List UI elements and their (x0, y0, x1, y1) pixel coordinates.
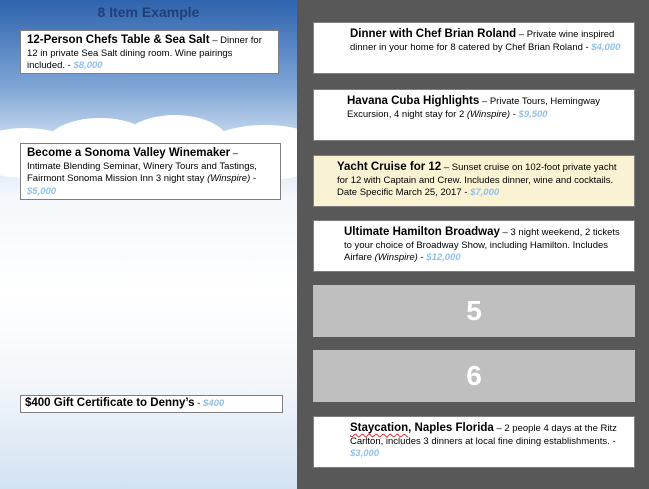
item-description: Private Tours, Hemingway Excursion, 4 night stay for 2 (347, 96, 601, 120)
left-panel (0, 0, 297, 489)
item-name (350, 422, 494, 434)
item-name: Dinner with Chef Brian Roland (350, 28, 517, 40)
item-price: $5,000 (27, 185, 57, 197)
placeholder-slot-5[interactable] (313, 285, 635, 337)
item-tag: (Winspire) (466, 108, 511, 120)
item-name: Havana Cuba Highlights (347, 95, 480, 107)
item-name: 12-Person Chefs Table & Sea Salt (27, 34, 210, 46)
item-description: 2 people 4 days at the Ritz Carlton, includes 3 dinners at local fine dining establishments. (350, 423, 617, 447)
slot-number: 5 (466, 295, 482, 326)
item-price: $4,000 (591, 41, 621, 53)
page-title: 8 Item Example (97, 4, 200, 20)
item-price: $12,000 (426, 252, 461, 263)
item-name-part: Staycation (350, 422, 409, 434)
item-price: $9,500 (518, 108, 548, 120)
item-description: Intimate Blending Seminar, Winery Tours and Tastings, Fairmont Sonoma Mission Inn 3 night stay (27, 160, 257, 184)
item-description: Private wine inspired dinner in your home for 8 catered by Chef Brian Roland (350, 29, 615, 53)
item-name: $400 Gift Certificate to Denny’s (25, 397, 195, 409)
placeholder-slot-6[interactable] (313, 350, 635, 402)
item-tag: (Winspire) (374, 252, 418, 263)
item-price: $3,000 (350, 448, 380, 459)
auction-item-card-highlighted[interactable]: Yacht Cruise for 12 – Sunset cruise on 102-foot private yacht for 12 with Captain and Crew. Includes dinner, wine and cocktails. Date Specific March 25, 2017 - $7,000 (313, 155, 635, 207)
item-name: Become a Sonoma Valley Winemaker (27, 147, 231, 159)
auction-item-card[interactable]: Staycation, Naples Florida – 2 people 4 days at the Ritz Carlton, includes 3 dinners at local fine dining establishments. - $3,000 (313, 416, 635, 468)
item-description: 3 night weekend, 2 tickets to your choice of Broadway Show, including Hamilton. Includes Airfare (344, 227, 620, 263)
auction-item-card[interactable]: Havana Cuba Highlights – Private Tours, Hemingway Excursion, 4 night stay for 2 (Winspire) - $9,500 (313, 89, 635, 141)
item-price: $400 (203, 398, 225, 409)
auction-item-card[interactable]: Ultimate Hamilton Broadway – 3 night weekend, 2 tickets to your choice of Broadway Show, including Hamilton. Includes Airfare (Winspire) - $12,000 (313, 220, 635, 272)
item-name: Ultimate Hamilton Broadway (344, 226, 500, 238)
auction-item-card[interactable]: $400 Gift Certificate to Denny’s - $400 (20, 395, 283, 413)
item-price: $7,000 (470, 187, 500, 198)
auction-item-card[interactable]: Dinner with Chef Brian Roland – Private wine inspired dinner in your home for 8 catered by Chef Brian Roland - $4,000 (313, 22, 635, 74)
item-description: Sunset cruise on 102-foot private yacht for 12 with Captain and Crew. Includes dinner, wine and cocktails. Date Specific March 25, 2017 (337, 162, 617, 198)
item-description: Dinner for 12 in private Sea Salt dining room. Wine pairings included. (27, 35, 262, 71)
item-name: Yacht Cruise for 12 (337, 161, 442, 173)
item-name-part: , Naples Florida (408, 422, 494, 434)
item-tag: (Winspire) (207, 173, 251, 184)
auction-item-card[interactable]: 12-Person Chefs Table & Sea Salt – Dinner for 12 in private Sea Salt dining room. Wine pairings included. - $8,000 (20, 30, 279, 74)
slot-number: 6 (466, 360, 482, 391)
item-price: $8,000 (73, 60, 103, 71)
auction-item-card[interactable]: Become a Sonoma Valley Winemaker – Intimate Blending Seminar, Winery Tours and Tastings, Fairmont Sonoma Mission Inn 3 night stay (Winspire) - $5,000 (20, 143, 281, 200)
